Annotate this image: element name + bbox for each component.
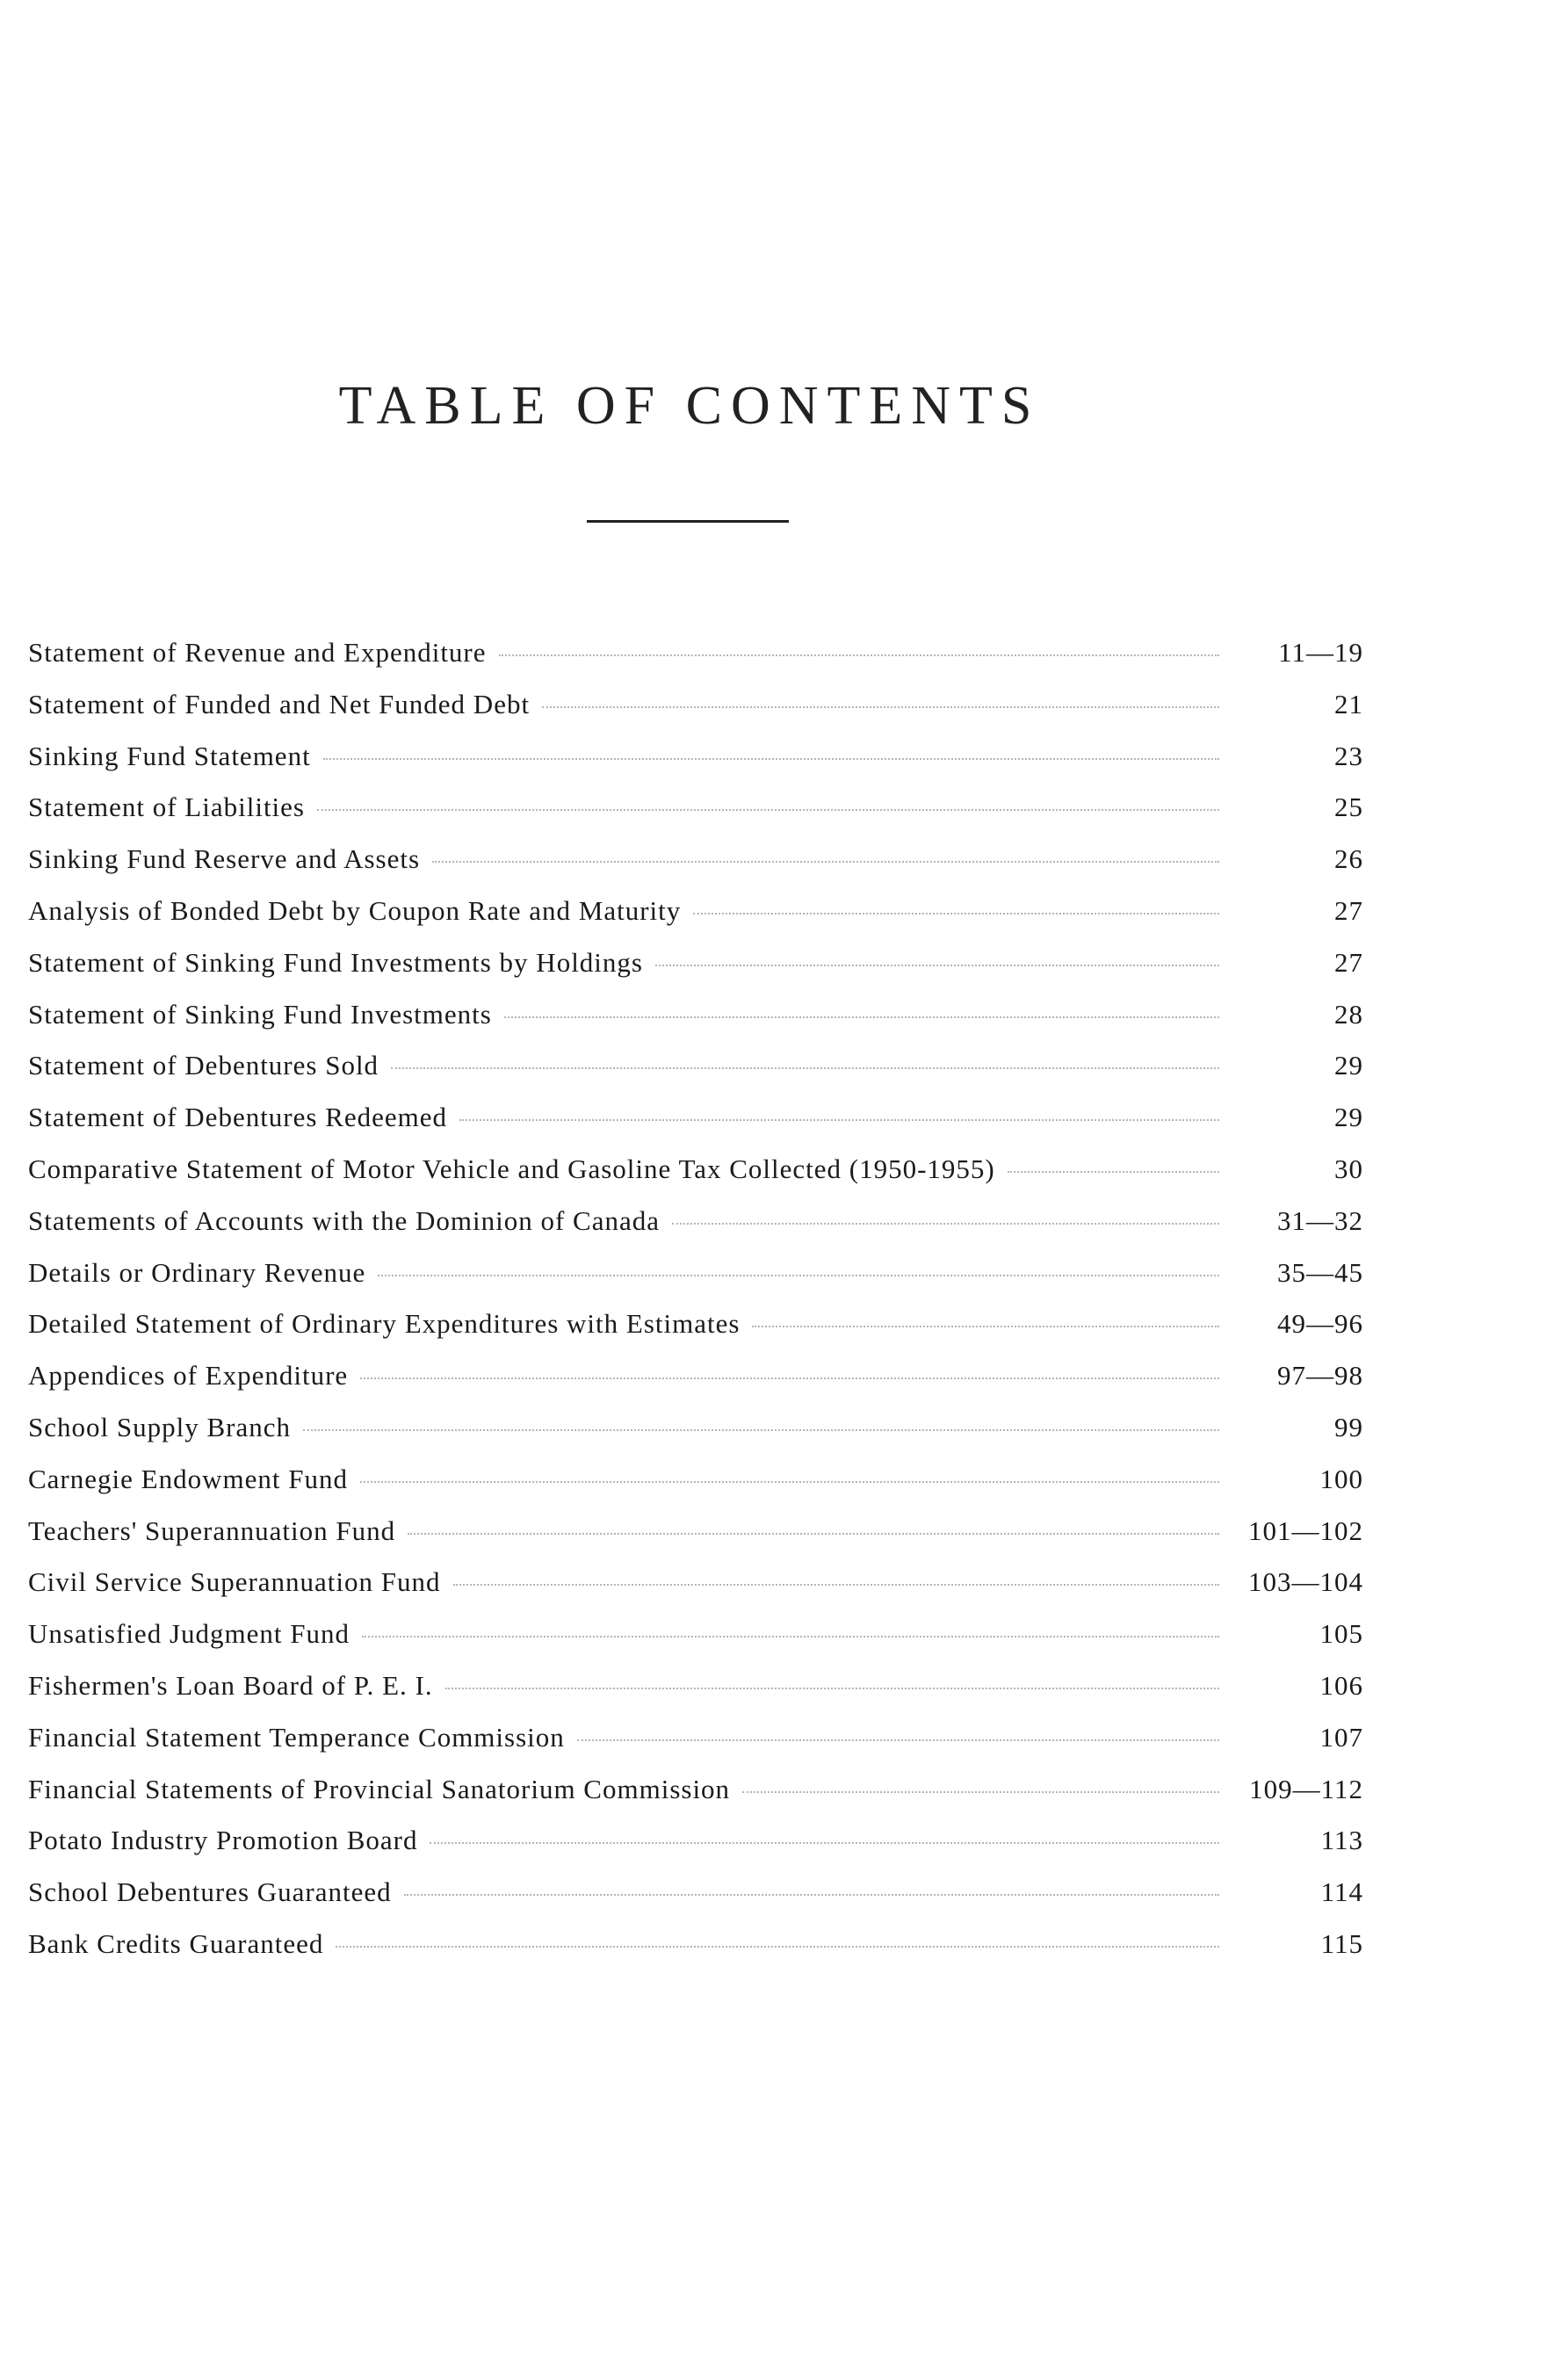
toc-entry [28,895,1363,947]
toc-entry-label: Civil Service Superannuation Fund [28,1566,441,1598]
toc-entry-label: Financial Statements of Provincial Sanatorium Commission [28,1773,731,1804]
table-of-contents-list [28,637,1363,1980]
toc-entry-page-number: 28 [1334,998,1363,1030]
toc-entry-page-number: 30 [1334,1153,1363,1184]
toc-entry-page-number: 27 [1334,946,1363,978]
dot-leader [317,809,1219,811]
toc-entry-label: Potato Industry Promotion Board [28,1825,418,1856]
toc-entry-page-number: 113 [1320,1825,1363,1856]
toc-entry [28,1050,1363,1102]
toc-entry-label: Analysis of Bonded Debt by Coupon Rate and Maturity [28,894,682,926]
dot-leader [430,1842,1219,1844]
toc-entry-label: Statement of Sinking Fund Investments [28,998,492,1030]
dot-leader [303,1429,1219,1431]
toc-entry [28,689,1363,741]
toc-entry-label: Statement of Revenue and Expenditure [28,637,487,668]
dot-leader [391,1067,1219,1069]
title-divider [587,520,789,523]
toc-entry [28,1670,1363,1722]
toc-entry-page-number: 103—104 [1248,1566,1363,1598]
toc-entry-page-number: 109—112 [1249,1773,1363,1804]
toc-entry-label: Statement of Debentures Redeemed [28,1102,448,1133]
dot-leader [693,913,1219,915]
toc-entry-label: Statement of Funded and Net Funded Debt [28,688,531,719]
dot-leader [408,1533,1219,1535]
toc-entry [28,792,1363,843]
toc-entry [28,843,1363,895]
toc-entry-label: Bank Credits Guaranteed [28,1927,324,1959]
toc-entry-page-number: 21 [1334,688,1363,719]
dot-leader [499,654,1219,656]
toc-entry [28,1566,1363,1618]
toc-entry-page-number: 25 [1334,792,1363,823]
dot-leader [360,1481,1219,1483]
toc-entry [28,1412,1363,1464]
toc-entry [28,637,1363,689]
toc-entry-page-number: 101—102 [1248,1515,1363,1546]
toc-entry [28,1360,1363,1412]
toc-entry [28,1205,1363,1257]
dot-leader [752,1326,1219,1327]
dot-leader [445,1688,1219,1689]
dot-leader [432,861,1219,863]
toc-entry-label: Unsatisfied Judgment Fund [28,1618,350,1650]
toc-entry-label: Statements of Accounts with the Dominion of Canada [28,1204,660,1236]
toc-entry-page-number: 99 [1334,1411,1363,1442]
dot-leader [672,1223,1219,1225]
toc-entry-label: Statement of Sinking Fund Investments by Holdings [28,946,643,978]
toc-entry [28,1153,1363,1205]
dot-leader [404,1894,1219,1896]
toc-entry-label: Teachers' Superannuation Fund [28,1515,396,1546]
toc-entry-label: School Debentures Guaranteed [28,1876,392,1908]
toc-entry-label: Detailed Statement of Ordinary Expenditures with Estimates [28,1308,741,1340]
page-title: TABLE OF CONTENTS [338,375,1041,436]
toc-entry [28,1774,1363,1825]
toc-entry [28,1825,1363,1876]
dot-leader [742,1791,1219,1793]
toc-entry-label: Sinking Fund Reserve and Assets [28,843,421,875]
toc-entry-label: Sinking Fund Statement [28,740,311,771]
toc-entry [28,1464,1363,1515]
dot-leader [542,706,1219,708]
toc-entry-label: Comparative Statement of Motor Vehicle and Gasoline Tax Collected (1950-1955) [28,1153,995,1184]
toc-entry-page-number: 115 [1320,1927,1363,1959]
toc-entry [28,947,1363,999]
toc-entry-page-number: 107 [1319,1721,1363,1753]
toc-entry-page-number: 23 [1334,740,1363,771]
dot-leader [323,758,1219,760]
dot-leader [1008,1171,1219,1173]
toc-entry-label: Details or Ordinary Revenue [28,1256,366,1288]
dot-leader [577,1739,1219,1741]
toc-entry-page-number: 100 [1319,1463,1363,1494]
toc-entry-page-number: 35—45 [1277,1256,1363,1288]
toc-entry-page-number: 106 [1319,1669,1363,1701]
dot-leader [378,1275,1219,1276]
toc-entry-page-number: 27 [1334,894,1363,926]
dot-leader [453,1584,1219,1586]
toc-entry [28,1257,1363,1309]
toc-entry-page-number: 97—98 [1277,1360,1363,1392]
toc-entry [28,1928,1363,1980]
toc-entry [28,999,1363,1051]
toc-entry-label: Statement of Liabilities [28,792,305,823]
toc-entry-label: Fishermen's Loan Board of P. E. I. [28,1669,433,1701]
toc-entry-label: School Supply Branch [28,1411,291,1442]
dot-leader [459,1119,1219,1121]
toc-entry [28,1308,1363,1360]
toc-entry-page-number: 105 [1319,1618,1363,1650]
toc-entry [28,1102,1363,1153]
dot-leader [360,1377,1219,1379]
toc-entry-label: Carnegie Endowment Fund [28,1463,348,1494]
dot-leader [336,1946,1219,1948]
toc-entry [28,1876,1363,1928]
toc-entry-label: Appendices of Expenditure [28,1360,349,1392]
toc-entry-page-number: 49—96 [1277,1308,1363,1340]
toc-entry-page-number: 26 [1334,843,1363,875]
toc-entry-page-number: 29 [1334,1102,1363,1133]
toc-entry-page-number: 114 [1320,1876,1363,1908]
toc-entry-page-number: 29 [1334,1050,1363,1081]
toc-entry [28,741,1363,792]
dot-leader [504,1016,1219,1018]
toc-entry [28,1618,1363,1670]
toc-entry-label: Statement of Debentures Sold [28,1050,379,1081]
toc-entry-page-number: 31—32 [1277,1204,1363,1236]
toc-entry [28,1722,1363,1774]
dot-leader [655,965,1219,966]
toc-entry [28,1515,1363,1567]
dot-leader [362,1636,1219,1637]
toc-entry-page-number: 11—19 [1278,637,1363,668]
toc-entry-label: Financial Statement Temperance Commission [28,1721,565,1753]
